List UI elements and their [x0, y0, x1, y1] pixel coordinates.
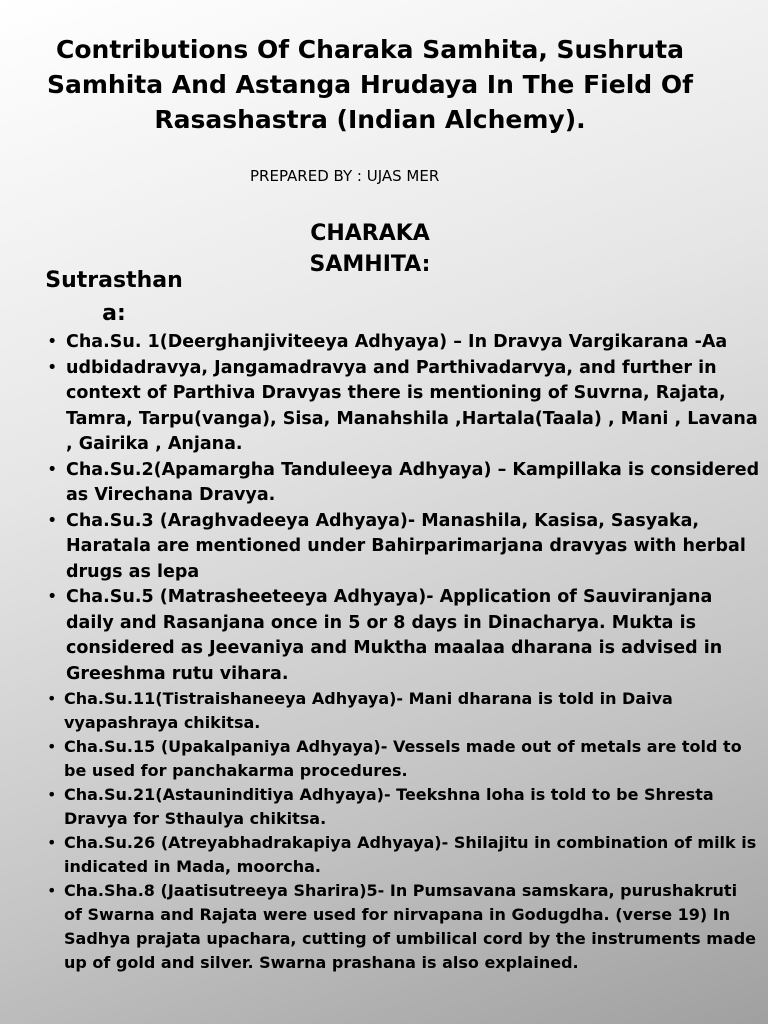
- bullet-item: • Cha.Su.21(Astauninditiya Adhyaya)- Teekshna loha is told to be Shresta Dravya for Sthaulya chikitsa.: [0, 783, 768, 831]
- bullet-list: [0, 330, 768, 975]
- bullet-item: • Cha.Su. 1(Deerghanjiviteeya Adhyaya) – In Dravya Vargikarana -Aa: [0, 330, 768, 356]
- section-heading: CHARAKA SAMHITA:: [309, 221, 431, 277]
- slide-title: Contributions Of Charaka Samhita, Sushruta Samhita And Astanga Hrudaya In The Field Of Rasashastra (Indian Alchemy).: [46, 35, 693, 134]
- bullet-item: • Cha.Su.11(Tistraishaneeya Adhyaya)- Mani dharana is told in Daiva vyapashraya chikitsa.: [0, 687, 768, 735]
- bullet-item: • Cha.Su.15 (Upakalpaniya Adhyaya)- Vessels made out of metals are told to be used for panchakarma procedures.: [0, 735, 768, 783]
- sub-heading: Sutrasthana:: [45, 268, 183, 326]
- bullet-item: • Cha.Su.5 (Matrasheeteeya Adhyaya)- Application of Sauviranjana daily and Rasanjana once in 5 or 8 days in Dinacharya. Mukta is considered as Jeevaniya and Muktha maalaa dharana is advised in Greeshma rutu vihara.: [0, 585, 768, 687]
- bullet-item: • Cha.Su.26 (Atreyabhadrakapiya Adhyaya)- Shilajitu in combination of milk is indicated in Mada, moorcha.: [0, 831, 768, 879]
- bullet-item: • Cha.Su.2(Apamargha Tanduleeya Adhyaya) – Kampillaka is considered as Virechana Dravya.: [0, 458, 768, 509]
- bullet-item: • Cha.Su.3 (Araghvadeeya Adhyaya)- Manashila, Kasisa, Sasyaka, Haratala are mentioned under Bahirparimarjana dravyas with herbal drugs as lepa: [0, 509, 768, 586]
- bullet-item: • Cha.Sha.8 (Jaatisutreeya Sharira)5- In Pumsavana samskara, purushakruti of Swarna and Rajata were used for nirvapana in Godugdha. (verse 19) In Sadhya prajata upachara, cutting of umbilical cord by the instruments made up of gold and silver. Swarna prashana is also explained.: [0, 879, 768, 975]
- bullet-item: • udbidadravya, Jangamadravya and Parthivadarvya, and further in context of Parthiva Dravyas there is mentioning of Suvrna, Rajata, Tamra, Tarpu(vanga), Sisa, Manahshila ,Hartala(Taala) , Mani , Lavana , Gairika , Anjana.: [0, 356, 768, 458]
- prepared-by: PREPARED BY : UJAS MER: [250, 167, 440, 185]
